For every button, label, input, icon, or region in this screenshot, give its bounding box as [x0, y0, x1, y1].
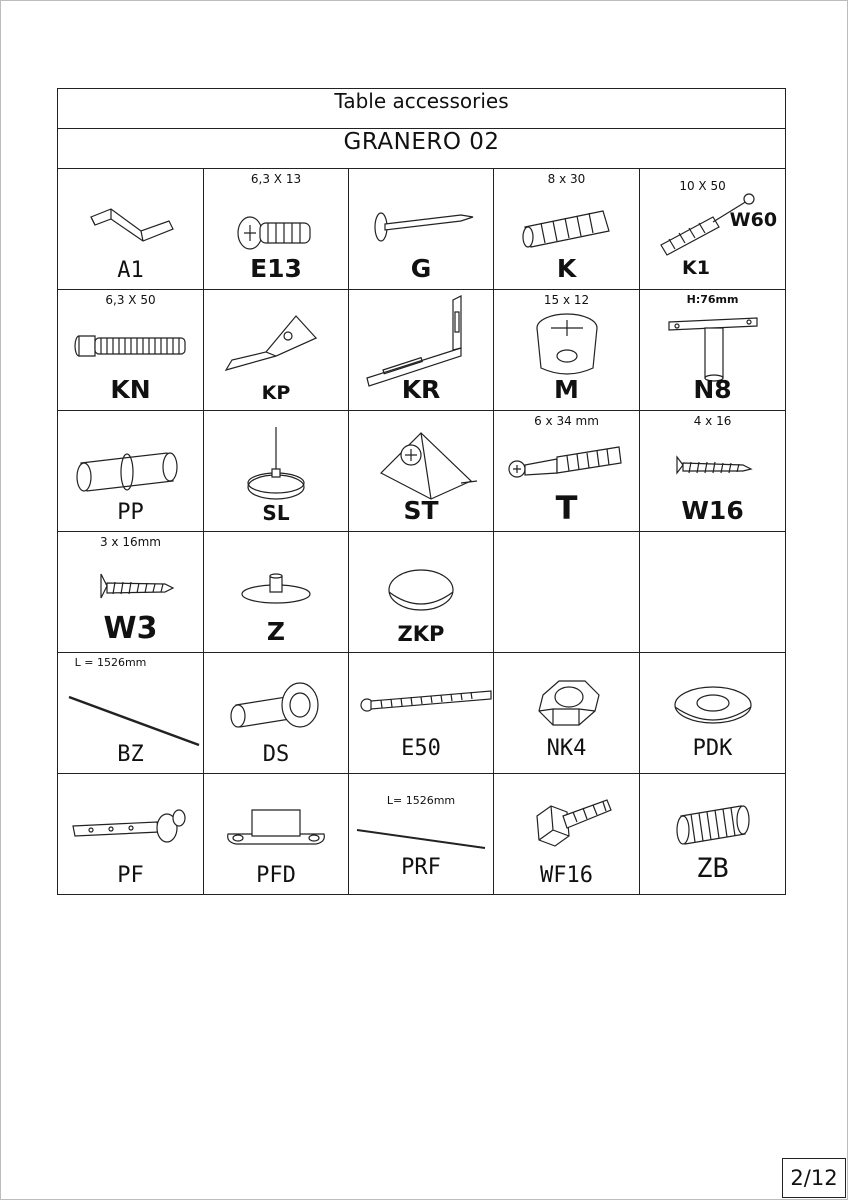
- part-spec: 8 x 30: [547, 172, 586, 186]
- table-title: Table accessories: [58, 89, 786, 129]
- wood-screw-icon: [648, 429, 777, 505]
- part-code: ST: [403, 496, 439, 525]
- part-cell-kn: [58, 290, 204, 411]
- part-cell-z: [204, 532, 349, 653]
- part-spec: 6,3 X 13: [250, 172, 302, 186]
- empty-cell: [494, 532, 640, 653]
- hinge-plate-icon: [66, 792, 195, 868]
- part-code: ZKP: [397, 622, 445, 646]
- part-cell-prf: [349, 774, 494, 895]
- part-cell-kr: [349, 290, 494, 411]
- part-spec: 4 x 16: [693, 414, 732, 428]
- leg-plate-icon: [648, 308, 777, 384]
- accessories-table: [57, 88, 786, 895]
- part-cell-wf16: [494, 774, 640, 895]
- part-cell-w3: [58, 532, 204, 653]
- mount-plate-icon: [212, 792, 340, 868]
- part-code: ZB: [696, 853, 729, 884]
- part-cell-zb: [640, 774, 786, 895]
- spacer-icon: [212, 671, 340, 747]
- hex-bolt-icon: [502, 792, 631, 868]
- part-spec: 10 X 50: [679, 179, 726, 193]
- part-code: W16: [681, 496, 744, 525]
- part-cell-pp: [58, 411, 204, 532]
- empty-cell: [640, 532, 786, 653]
- part-cell-k1: [640, 169, 786, 290]
- part-cell-e50: [349, 653, 494, 774]
- part-code: KN: [110, 375, 151, 404]
- part-cell-kp: [204, 290, 349, 411]
- part-code: SL: [262, 501, 290, 525]
- pipe-sleeve-icon: [66, 429, 195, 505]
- part-code: E13: [250, 254, 302, 283]
- part-code: N8: [693, 375, 732, 404]
- part-cell-ds: [204, 653, 349, 774]
- part-cell-n8: [640, 290, 786, 411]
- part-cell-k: [494, 169, 640, 290]
- part-code: PRF: [401, 855, 441, 880]
- part-spec: H:76mm: [686, 293, 739, 306]
- part-cell-zkp: [349, 532, 494, 653]
- part-code: M: [554, 375, 579, 404]
- cap-disc-icon: [212, 550, 340, 626]
- part-cell-e13: [204, 169, 349, 290]
- part-code: K1: [682, 257, 710, 279]
- part-spec: L= 1526mm: [386, 794, 456, 807]
- dowel-icon: [502, 187, 631, 263]
- part-cell-bz: [58, 653, 204, 774]
- part-cell-g: [349, 169, 494, 290]
- part-code: PF: [117, 863, 144, 888]
- part-code-alt: W60: [729, 209, 778, 231]
- part-code: BZ: [117, 742, 144, 767]
- part-code: A1: [117, 258, 144, 283]
- part-code: WF16: [540, 863, 593, 888]
- part-spec: 6 x 34 mm: [534, 414, 599, 428]
- part-code: PDK: [692, 736, 733, 761]
- page-number: 2/12: [782, 1158, 846, 1198]
- connector-bolt-icon: [66, 308, 195, 384]
- part-code: DS: [262, 742, 290, 767]
- rod-icon: [66, 671, 195, 747]
- part-code: NK4: [546, 736, 587, 761]
- part-code: G: [410, 254, 432, 283]
- part-cell-pdk: [640, 653, 786, 774]
- part-code: PP: [117, 500, 144, 525]
- glide-icon: [212, 429, 340, 505]
- part-spec: 15 x 12: [543, 293, 590, 307]
- part-cell-m: [494, 290, 640, 411]
- wall-hanger-icon: [357, 308, 485, 384]
- corner-bracket-icon: [212, 308, 340, 384]
- part-code: T: [555, 489, 578, 527]
- product-name: GRANERO 02: [58, 129, 786, 169]
- part-code: KP: [261, 382, 291, 404]
- part-cell-nk4: [494, 653, 640, 774]
- part-cell-st: [349, 411, 494, 532]
- part-spec: 3 x 16mm: [99, 535, 161, 549]
- screw-icon: [212, 187, 340, 263]
- nail-icon: [357, 187, 485, 263]
- allen-key-icon: [66, 187, 195, 263]
- part-spec: 6,3 X 50: [105, 293, 156, 307]
- corner-block-icon: [357, 429, 485, 505]
- part-cell-sl: [204, 411, 349, 532]
- part-cell-pf: [58, 774, 204, 895]
- part-cell-pfd: [204, 774, 349, 895]
- part-code: E50: [401, 736, 441, 761]
- part-code: PFD: [256, 863, 296, 888]
- part-spec: L = 1526mm: [74, 656, 147, 669]
- part-code: KR: [401, 375, 441, 404]
- part-cell-t: [494, 411, 640, 532]
- part-code: K: [556, 254, 577, 283]
- part-cell-a1: [58, 169, 204, 290]
- cam-lock-icon: [502, 308, 631, 384]
- part-cell-w16: [640, 411, 786, 532]
- cover-cap-icon: [357, 550, 485, 626]
- part-code: Z: [266, 617, 286, 646]
- part-code: W3: [103, 611, 158, 646]
